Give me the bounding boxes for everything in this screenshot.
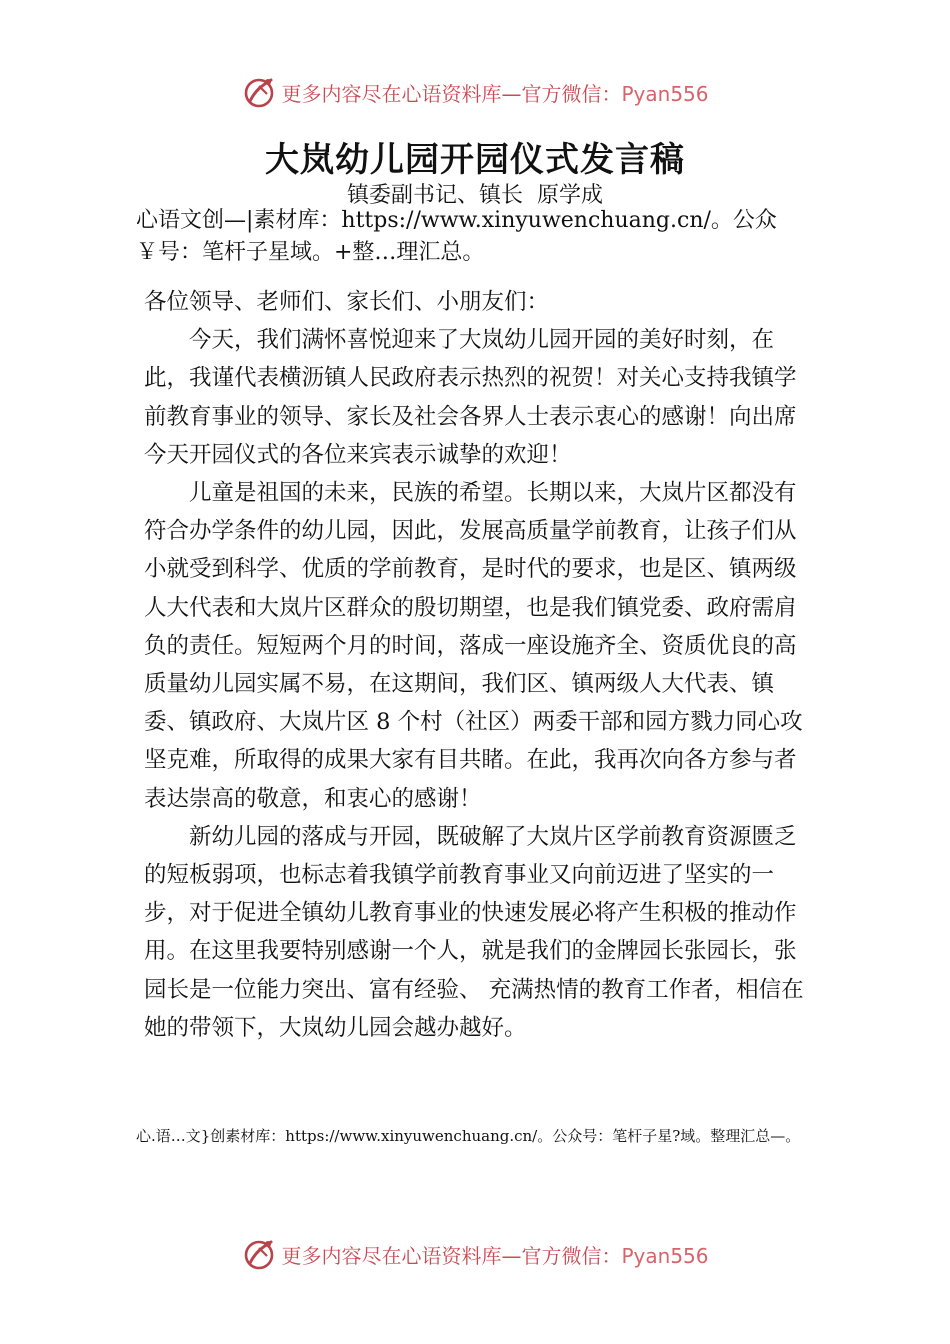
speech-body bbox=[144, 283, 814, 1047]
banner-text: 更多内容尽在心语资料库—官方微信：Pyan556 bbox=[281, 81, 709, 106]
document-title: 大岚幼儿园开园仪式发言稿 bbox=[265, 140, 685, 180]
xinyu-logo-icon bbox=[241, 1236, 277, 1272]
banner-brand: Pyan556 bbox=[621, 1243, 709, 1268]
xinyu-logo-icon bbox=[241, 74, 277, 110]
source-note: 心语文创—|素材库：https://www.xinyuwenchuang.cn/。公众￥号：笔杆子星域。+整…理汇总。 bbox=[136, 208, 777, 265]
banner-text: 更多内容尽在心语资料库—官方微信：Pyan556 bbox=[281, 1243, 709, 1268]
footer-banner bbox=[0, 1232, 950, 1276]
salutation: 各位领导、老师们、家长们、小朋友们： bbox=[144, 289, 550, 315]
paragraph-1: 今天，我们满怀喜悦迎来了大岚幼儿园开园的美好时刻，在此，我谨代表横沥镇人民政府表示热烈的祝贺！对关心支持我镇学前教育事业的领导、家长及社会各界人士表示衷心的感谢！向出席今天开园仪式的各位来宾表示诚挚的欢迎！ bbox=[144, 327, 797, 468]
footnote: 心.语…文}创素材库：https://www.xinyuwenchuang.cn/。公众号：笔杆子星?域。整理汇总—。 bbox=[136, 1127, 801, 1145]
header-banner bbox=[0, 70, 950, 114]
paragraph-2: 儿童是祖国的未来，民族的希望。长期以来，大岚片区都没有符合办学条件的幼儿园，因此，发展高质量学前教育，让孩子们从小就受到科学、优质的学前教育，是时代的要求，也是区、镇两级人大代表和大岚片区群众的殷切期望，也是我们镇党委、政府需肩负的责任。短短两个月的时间，落成一座设施齐全、资质优良的高质量幼儿园实属不易，在这期间，我们区、镇两级人大代表、镇委、镇政府、大岚片区 8 个村（社区）两委干部和园方戮力同心攻坚克难，所取得的成果大家有目共睹。在此，我再次向各方参与者表达崇高的敬意，和衷心的感谢！ bbox=[144, 480, 803, 812]
banner-brand: Pyan556 bbox=[621, 81, 709, 106]
author-name: 原学成 bbox=[537, 183, 604, 208]
paragraph-3: 新幼儿园的落成与开园，既破解了大岚片区学前教育资源匮乏的短板弱项，也标志着我镇学前教育事业又向前迈进了坚实的一步，对于促进全镇幼儿教育事业的快速发展必将产生积极的推动作用。在这里我要特别感谢一个人，就是我们的金牌园长张园长，张园长是一位能力突出、富有经验、 充满热情的教育工作者，相信在她的带领下，大岚幼儿园会越办越好。 bbox=[144, 823, 804, 1041]
author-role: 镇委副书记、镇长 bbox=[346, 183, 523, 208]
